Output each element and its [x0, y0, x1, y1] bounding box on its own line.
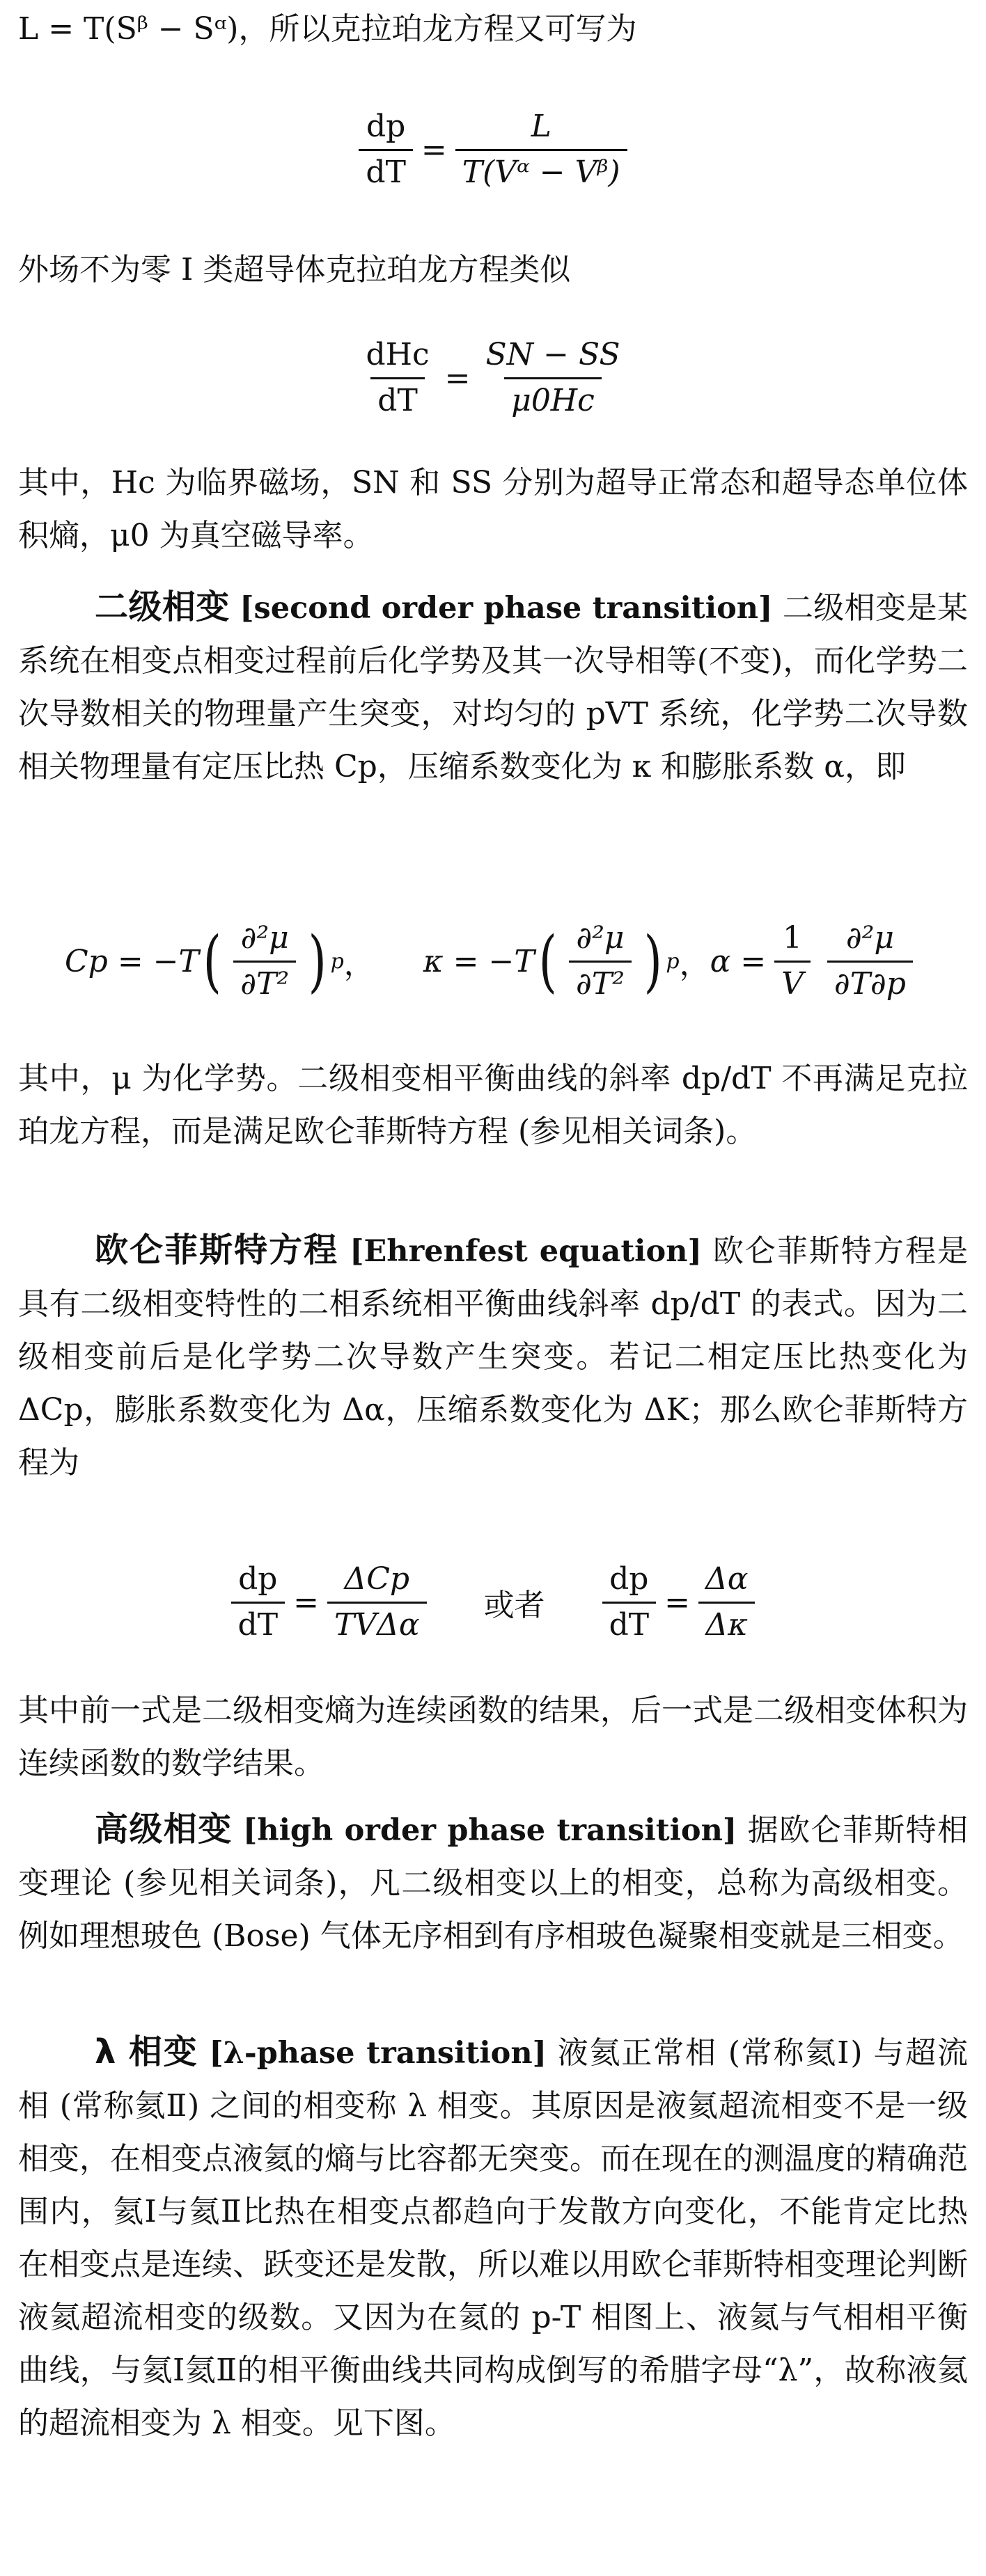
equation-clapeyron: [0, 104, 986, 195]
denominator: V: [774, 961, 811, 1002]
subscript-p: p: [666, 949, 680, 974]
kappa-lhs: κ = −T: [423, 943, 535, 979]
equals-sign: =: [421, 132, 447, 168]
term-body: 欧仑菲斯特方程是具有二级相变特性的二相系统相平衡曲线斜率 dp/dT 的表式。因为二级相变前后是化学势二次导数产生突变。若记二相定压比热变化为 ΔCp，膨胀系数变化为 Δα，压缩系数变化为 ΔK；那么欧仑菲斯特方程为: [18, 1233, 968, 1480]
denominator: Δκ: [698, 1602, 755, 1643]
numerator: L: [531, 108, 551, 144]
numerator: Δα: [705, 1560, 749, 1597]
denominator: dT: [231, 1602, 285, 1643]
fraction-L-over-TV: [455, 109, 627, 190]
equation-second-order-quantities: [0, 902, 986, 1020]
term-heading: 二级相变: [95, 587, 230, 626]
paragraph-chemical-potential: 其中，μ 为化学势。二级相变相平衡曲线的斜率 dp/dT 不再满足克拉珀龙方程，而是满足欧仑菲斯特方程 (参见相关词条)。: [18, 1061, 968, 1149]
fraction-dp-dT: [602, 1562, 657, 1643]
denominator: TVΔα: [327, 1602, 427, 1643]
numerator: ∂²μ: [240, 919, 289, 956]
fraction-dp-dT: [359, 109, 413, 190]
numerator: dp: [609, 1560, 649, 1597]
denominator: dT: [602, 1602, 657, 1643]
term-heading: 高级相变: [95, 1810, 233, 1849]
term-english: [high order phase transition]: [242, 1813, 737, 1848]
fraction-delta-cp: [327, 1562, 427, 1643]
fraction-delta-alpha-kappa: [698, 1562, 756, 1643]
numerator: 1: [783, 919, 803, 956]
term-heading: λ 相变: [95, 2032, 198, 2071]
paragraph-ehrenfest-result: 其中前一式是二级相变熵为连续函数的结果，后一式是二级相变体积为连续函数的数学结果。: [18, 1693, 968, 1781]
numerator: SN − SS: [485, 336, 620, 372]
fraction-dHc-dT: [359, 338, 436, 418]
denominator: dT: [370, 377, 425, 419]
term-english: [Ehrenfest equation]: [350, 1234, 702, 1269]
left-paren: (: [203, 922, 221, 1000]
section-ehrenfest: [18, 1224, 968, 1490]
numerator: ΔCp: [344, 1560, 410, 1597]
fraction-d2mu-dT2: [233, 921, 296, 1002]
fraction-one-over-V: [774, 921, 811, 1002]
section-second-order: [18, 580, 968, 793]
denominator: μ0Hc: [504, 377, 602, 419]
paragraph-clapeyron-intro: L = T(Sᵝ − Sᵅ)，所以克拉珀龙方程又可写为: [18, 11, 637, 47]
numerator: ∂²μ: [576, 919, 625, 956]
fraction-dp-dT: [231, 1562, 285, 1643]
numerator: dp: [238, 1560, 278, 1597]
denominator: ∂T²: [569, 961, 632, 1002]
comma: ，: [343, 947, 375, 982]
denominator: ∂T∂p: [827, 961, 913, 1002]
numerator: ∂²μ: [845, 919, 894, 956]
comma: ，: [679, 947, 710, 982]
equals-sign: =: [664, 1584, 690, 1620]
numerator: dp: [366, 108, 406, 144]
denominator: T(Vᵅ − Vᵝ): [455, 149, 627, 191]
term-heading: 欧仑菲斯特方程: [95, 1231, 339, 1270]
term-english: [λ-phase transition]: [209, 2036, 547, 2071]
left-paren: (: [538, 922, 557, 1000]
alpha-lhs: α =: [710, 943, 767, 979]
right-paren: ): [643, 922, 662, 1000]
fraction-d2mu-dT2: [569, 921, 632, 1002]
right-paren: ): [308, 922, 327, 1000]
fraction-entropy-difference: [479, 338, 627, 418]
subscript-p: p: [330, 949, 344, 974]
paragraph-critical-field: 其中，Hc 为临界磁场，SN 和 SS 分别为超导正常态和超导态单位体积熵，μ0 为真空磁导率。: [18, 465, 968, 553]
fraction-d2mu-dTdp: [827, 921, 913, 1002]
term-body: 液氦正常相 (常称氦Ⅰ) 与超流相 (常称氦Ⅱ) 之间的相变称 λ 相变。其原因是液氦超流相变不是一级相变，在相变点液氦的熵与比容都无突变。而在现在的测温度的精确范围内，氦Ⅰ与氦Ⅱ比热在相变点都趋向于发散方向变化，不能肯定比热在相变点是连续、跃变还是发散，所以难以用欧仑菲斯特相变理论判断液氦超流相变的级数。又因为在氦的 p-T 相图上、液氦与气相相平衡曲线，与氦Ⅰ氦Ⅱ的相平衡曲线共同构成倒写的希腊字母“λ”，故称液氦的超流相变为 λ 相变。见下图。: [18, 2035, 968, 2441]
denominator: ∂T²: [233, 961, 296, 1002]
section-high-order: [18, 1803, 968, 1963]
equation-ehrenfest: [0, 1554, 986, 1651]
section-lambda: [18, 2025, 968, 2450]
or-word: 或者: [483, 1588, 545, 1623]
denominator: dT: [359, 149, 413, 191]
equation-superconductor: [0, 333, 986, 423]
cp-lhs: Cp = −T: [65, 943, 199, 979]
equals-sign: =: [293, 1584, 319, 1620]
paragraph-superconductor-intro: 外场不为零 I 类超导体克拉珀龙方程类似: [18, 252, 571, 287]
term-body: 二级相变是某系统在相变点相变过程前后化学势及其一次导相等(不变)，而化学势二次导数相关的物理量产生突变，对均匀的 pVT 系统，化学势二次导数相关物理量有定压比热 Cp，压缩系数变化为 κ 和膨胀系数 α，即: [18, 590, 968, 784]
equals-sign: =: [444, 360, 471, 396]
numerator: dHc: [366, 336, 430, 372]
term-body: 据欧仑菲斯特相变理论 (参见相关词条)，凡二级相变以上的相变，总称为高级相变。例如理想玻色 (Bose) 气体无序相到有序相玻色凝聚相变就是三相变。: [18, 1812, 968, 1954]
term-english: [second order phase transition]: [240, 591, 773, 626]
